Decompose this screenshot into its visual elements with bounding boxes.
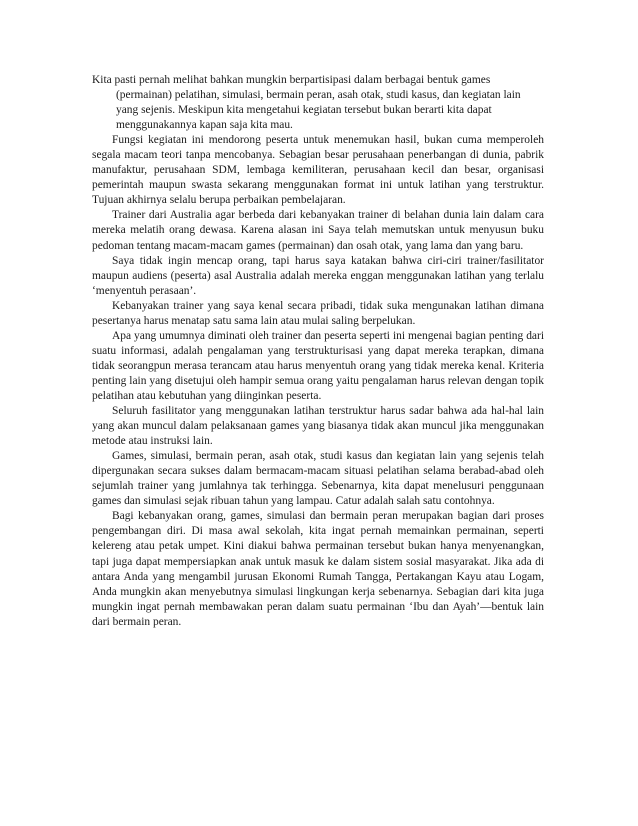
paragraph: Seluruh fasilitator yang menggunakan latihan terstruktur harus sadar bahwa ada hal-hal lain yang akan muncul dalam pelaksanaan games yang biasanya tidak akan muncul jika menggunakan metode atau instruksi lain.	[92, 405, 544, 448]
document-page	[92, 73, 544, 630]
paragraph-intro-continuation: (permainan) pelatihan, simulasi, bermain peran, asah otak, studi kasus, dan kegiatan lain yang sejenis. Meskipun kita mengetahui kegiatan tersebut bukan berarti kita dapat menggunakannya kapan saja kita mau.	[116, 89, 521, 132]
paragraph: Games, simulasi, bermain peran, asah otak, studi kasus dan kegiatan lain yang sejenis telah dipergunakan secara sukses dalam bermacam-macam situasi pelatihan selama berabad-abad oleh sejumlah trainer yang jumlahnya tak terhingga. Sebenarnya, kita dapat menelusuri penggunaan games dan simulasi sejak ribuan tahun yang lampau. Catur adalah salah satu contohnya.	[92, 450, 544, 508]
paragraph-intro-first-line: Kita pasti pernah melihat bahkan mungkin berpartisipasi dalam berbagai bentuk games	[92, 74, 491, 86]
paragraph: Trainer dari Australia agar berbeda dari kebanyakan trainer di belahan dunia lain dalam cara mereka melatih orang dewasa. Karena alasan ini Saya telah memutskan untuk menyusun buku pedoman tentang macam-macam games (permainan) dan osah otak, yang lama dan yang baru.	[92, 209, 544, 252]
paragraph: Saya tidak ingin mencap orang, tapi harus saya katakan bahwa ciri-ciri trainer/fasilitator maupun audiens (peserta) asal Australia adalah mereka enggan menggunakan latihan yang terlalu ‘menyentuh perasaan’.	[92, 254, 544, 297]
paragraph: Bagi kebanyakan orang, games, simulasi dan bermain peran merupakan bagian dari proses pengembangan diri. Di masa awal sekolah, kita ingat pernah memainkan permainan, seperti kelereng atau petak umpet. Kini diakui bahwa permainan tersebut bukan hanya menyenangkan, tapi juga dapat mempersiapkan anak untuk masuk ke dalam sistem sosial masyarakat. Jika ada di antara Anda yang mengambil jurusan Ekonomi Rumah Tangga, Pertakangan Kayu atau Logam, Anda mungkin akan menyebutnya simulasi lingkungan kerja sebenarnya. Sebagian dari kita juga mungkin ingat pernah membawakan peran dalam suatu permainan ‘Ibu dan Ayah’—bentuk lain dari bermain peran.	[92, 510, 544, 628]
paragraph: Fungsi kegiatan ini mendorong peserta untuk menemukan hasil, bukan cuma memperoleh segala macam teori tanpa mencobanya. Sebagian besar perusahaan penerbangan di dunia, pabrik manufaktur, perusahaan SDM, lembaga kemiliteran, perusahaan kecil dan besar, organisasi pemerintah maupun swasta sekarang menggunakan format ini untuk latihan yang terstruktur. Tujuan akhirnya selalu berupa perbaikan pembelajaran.	[92, 134, 544, 207]
paragraph: Apa yang umumnya diminati oleh trainer dan peserta seperti ini mengenai bagian penting dari suatu informasi, adalah pengalaman yang terstrukturisasi yang dapat mereka terapkan, dimana tidak seorangpun merasa terancam atau harus menyentuh orang yang tidak mereka kenal. Kriteria penting lain yang disetujui oleh hampir semua orang yaitu pengalaman harus relevan dengan topik pelatihan atau kebutuhan yang diinginkan peserta.	[92, 329, 544, 402]
paragraph: Kebanyakan trainer yang saya kenal secara pribadi, tidak suka mengunakan latihan dimana pesertanya harus menatap satu sama lain atau mulai saling berpelukan.	[92, 299, 544, 327]
